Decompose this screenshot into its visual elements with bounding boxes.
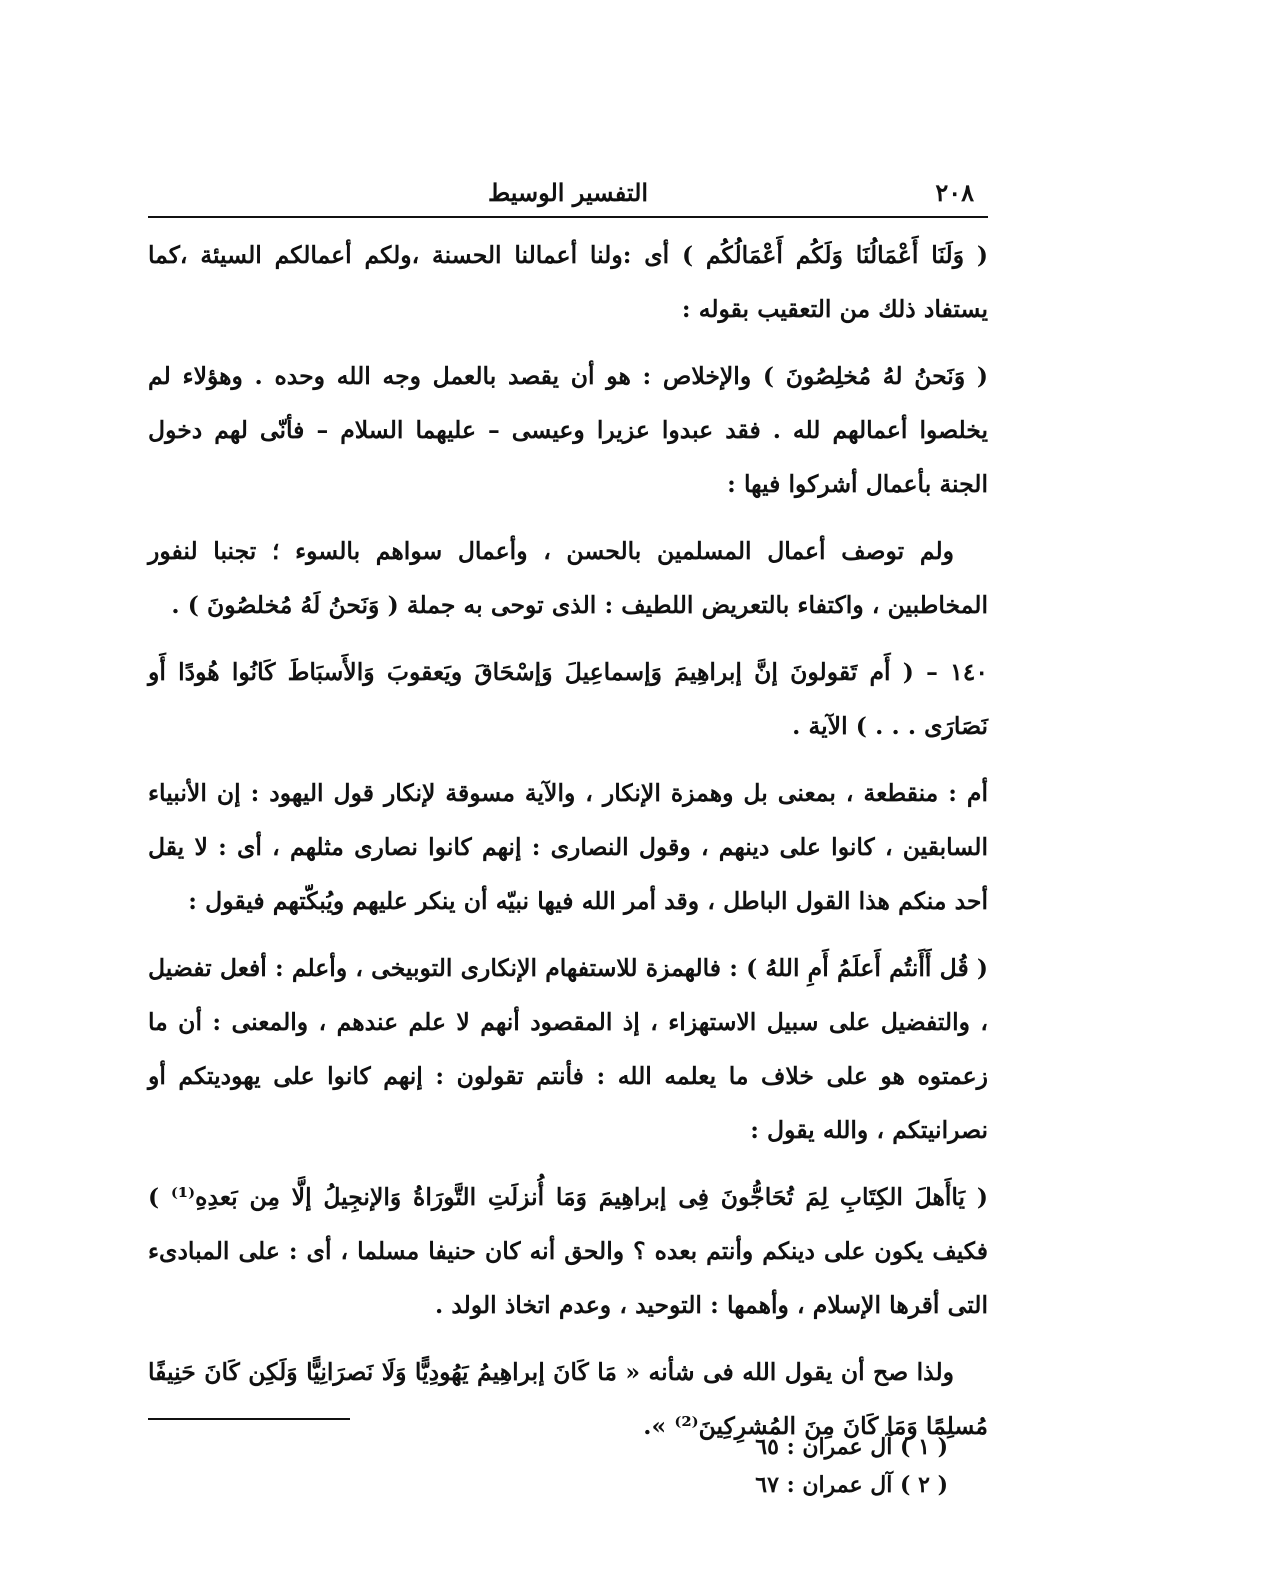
- paragraph: ( قُل أَأَنتُم أَعلَمُ أَمِ اللهُ ) : فالهمزة للاستفهام الإنكارى التوبيخى ، وأعلم : أفعل تفضيل ، والتفضيل على سبيل الاستهزاء ، إذ المقصود أنهم لا علم عندهم ، والمعنى : أن ما زعمتوه هو على خلاف ما يعلمه الله : فأنتم تقولون : إنهم كانوا على يهوديتكم أو نصرانيتكم ، والله يقول :: [148, 954, 988, 1144]
- paragraph: ( يَاأَهلَ الكِتَابِ لِمَ تُحَاجُّونَ فِى إبراهِيمَ وَمَا أُنزلَتِ التَّورَاةُ وَالإنجِيلُ إلَّا مِن بَعدِهِ⁽¹⁾ ) فكيف يكون على دينكم وأنتم بعده ؟ والحق أنه كان حنيفا مسلما ، أى : على المبادىء التى أقرها الإسلام ، وأهمها : التوحيد ، وعدم اتخاذ الولد .: [148, 1183, 988, 1319]
- body-text: [148, 228, 988, 1453]
- paragraph: ولم توصف أعمال المسلمين بالحسن ، وأعمال سواهم بالسوء ؛ تجنبا لنفور المخاطبين ، واكتفاء بالتعريض اللطيف : الذى توحى به جملة ( وَنَحنُ لَهُ مُخلصُونَ ) .: [148, 537, 988, 619]
- page-number: ٢٠٨: [935, 178, 974, 207]
- paragraph: ولذا صح أن يقول الله فى شأنه « مَا كَانَ إبراهِيمُ يَهُودِيًّا وَلَا نَصرَانِيًّا وَلَكِن كَانَ حَنِيفًا مُسلِمًا وَمَا كَانَ مِنَ المُشرِكِينَ⁽²⁾ ».: [148, 1358, 988, 1440]
- page: [148, 170, 988, 1466]
- footnote-divider: [148, 1418, 350, 1420]
- footnotes: [148, 1428, 988, 1504]
- running-title: التفسير الوسيط: [487, 178, 649, 207]
- paragraph: أم : منقطعة ، بمعنى بل وهمزة الإنكار ، والآية مسوقة لإنكار قول اليهود : إن الأنبياء السابقين ، كانوا على دينهم ، وقول النصارى : إنهم كانوا نصارى مثلهم ، أى : لا يقل أحد منكم هذا القول الباطل ، وقد أمر الله فيها نبيّه أن ينكر عليهم ويُبكّتهم فيقول :: [148, 779, 988, 915]
- paragraph: ١٤٠ – ( أَم تَقولونَ إنَّ إبراهِيمَ وَإسماعِيلَ وَإسْحَاقَ ويَعقوبَ وَالأَسبَاطَ كَانُوا هُودًا أَو نَصَارَى . . . ) الآية .: [148, 658, 988, 740]
- footnote: ( ١ ) آل عمران : ٦٥: [755, 1434, 948, 1460]
- footnote: ( ٢ ) آل عمران : ٦٧: [755, 1472, 948, 1498]
- page-header: [148, 170, 988, 218]
- paragraph: ( وَلَنَا أَعْمَالُنَا وَلَكُم أَعْمَالُكُم ) أى :ولنا أعمالنا الحسنة ،ولكم أعمالكم السيئة ،كما يستفاد ذلك من التعقيب بقوله :: [148, 241, 988, 323]
- paragraph: ( وَنَحنُ لهُ مُخلِصُونَ ) والإخلاص : هو أن يقصد بالعمل وجه الله وحده . وهؤلاء لم يخلصوا أعمالهم لله . فقد عبدوا عزيرا وعيسى – عليهما السلام – فأنّى لهم دخول الجنة بأعمال أشركوا فيها :: [148, 362, 988, 498]
